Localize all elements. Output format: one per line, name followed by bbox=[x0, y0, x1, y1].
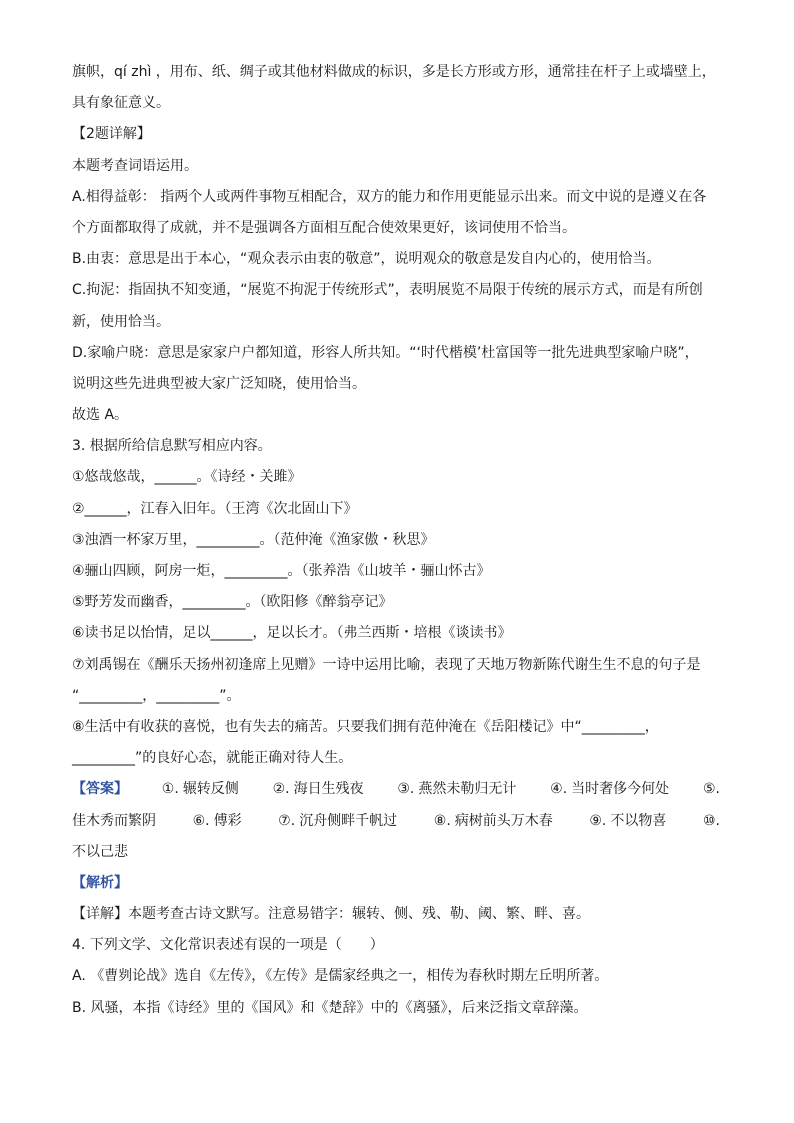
dictation-item: ②______，江春入旧年。（王湾《次北固山下》 bbox=[72, 500, 358, 517]
dictation-item: ①悠哉悠哉，______。《诗经・关雎》 bbox=[72, 469, 302, 486]
dictation-item: ⑦刘禹锡在《酬乐天扬州初逢席上见赠》一诗中运用比喻，表现了天地万物新陈代谢生生不息的句子是 bbox=[72, 656, 701, 673]
answer-item: ⑧. 病树前头万木春 bbox=[433, 812, 553, 829]
dictation-item: ④骊山四顾，阿房一炬，_________。（张养浩《山坡羊・骊山怀古》 bbox=[72, 563, 491, 579]
dictation-item: _________”的良好心态，就能正确对待人生。 bbox=[72, 750, 353, 767]
answer-item: 佳木秀而繁阴 bbox=[72, 812, 156, 829]
question-title: 3. 根据所给信息默写相应内容。 bbox=[72, 438, 272, 455]
answer-item: ⑦. 沉舟侧畔千帆过 bbox=[278, 812, 398, 829]
text-line: D.家喻户晓：意思是家家户户都知道，形容人所共知。“‘时代楷模’杜富国等一批先进典型家喻户晓”， bbox=[72, 344, 699, 361]
text-line: 个方面都取得了成就，并不是强调各方面相互配合使效果更好，该词使用不恰当。 bbox=[72, 219, 576, 236]
dictation-item: ⑧生活中有收获的喜悦，也有失去的痛苦。只要我们拥有范仲淹在《岳阳楼记》中“_________， bbox=[72, 718, 659, 735]
text-line: A.相得益彰： 指两个人或两件事物互相配合，双方的能力和作用更能显示出来。而文中说的是遵义在各 bbox=[72, 188, 707, 205]
text-line: C.拘泥：指固执不知变通，“展览不拘泥于传统形式”，表明展览不局限于传统的展示方式，而是有所创 bbox=[72, 282, 703, 299]
answer-item: ③. 燕然未勒归无计 bbox=[397, 781, 517, 798]
dictation-item: ⑥读书足以怡情，足以______，足以长才。（弗兰西斯・培根《谈读书》 bbox=[72, 625, 512, 642]
text-line: 说明这些先进典型被大家广泛知晓，使用恰当。 bbox=[72, 375, 366, 392]
analysis-detail: 【详解】本题考查古诗文默写。注意易错字：辗转、侧、残、勒、阈、繁、畔、喜。 bbox=[72, 906, 590, 923]
answer-item: ⑥. 傅彩 bbox=[192, 812, 242, 829]
answer-item: ⑩. bbox=[702, 812, 720, 829]
dictation-item: ⑤野芳发而幽香，_________。（欧阳修《醉翁亭记》 bbox=[72, 594, 393, 611]
option-line: B. 风骚，本指《诗经》里的《国风》和《楚辞》中的《离骚》，后来泛指文章辞藻。 bbox=[72, 999, 588, 1016]
answer-item: ⑤. bbox=[702, 781, 720, 798]
question-title: 4. 下列文学、文化常识表述有误的一项是（ ） bbox=[72, 937, 384, 954]
analysis-tag: 【解析】 bbox=[72, 874, 128, 891]
text-line: 新，使用恰当。 bbox=[72, 313, 170, 330]
document-page bbox=[72, 62, 732, 1029]
option-line: A. 《曹刿论战》选自《左传》，《左传》是儒家经典之一，相传为春秋时期左丘明所著。 bbox=[72, 968, 609, 985]
text-line: 本题考查词语运用。 bbox=[72, 157, 198, 174]
answer-continuation: 不以己悲 bbox=[72, 843, 128, 860]
answer-item: ①. 辗转反侧 bbox=[161, 781, 239, 798]
answer-item: ④. 当时奢侈今何处 bbox=[550, 781, 670, 798]
answer-item: ②. 海日生残夜 bbox=[272, 781, 364, 798]
answer-item: ⑨. 不以物喜 bbox=[589, 812, 667, 829]
dictation-item: “_________，_________”。 bbox=[72, 687, 241, 704]
section-heading: 【2题详解】 bbox=[72, 126, 151, 143]
text-line: B.由衷：意思是出于本心，“观众表示由衷的敬意”，说明观众的敬意是发自内心的，使用恰当。 bbox=[72, 251, 661, 268]
text-line: 具有象征意义。 bbox=[72, 95, 170, 112]
text-line: 旗帜，qí zhì ，用布、纸、绸子或其他材料做成的标识，多是长方形或方形，通常挂在杆子上或墙壁上， bbox=[72, 64, 716, 80]
text-line: 故选 A。 bbox=[72, 407, 129, 424]
answer-row bbox=[72, 811, 720, 831]
answer-tag: 【答案】 bbox=[72, 781, 128, 798]
dictation-item: ③浊酒一杯家万里，_________。（范仲淹《渔家傲・秋思》 bbox=[72, 531, 435, 548]
answer-row bbox=[72, 779, 720, 799]
